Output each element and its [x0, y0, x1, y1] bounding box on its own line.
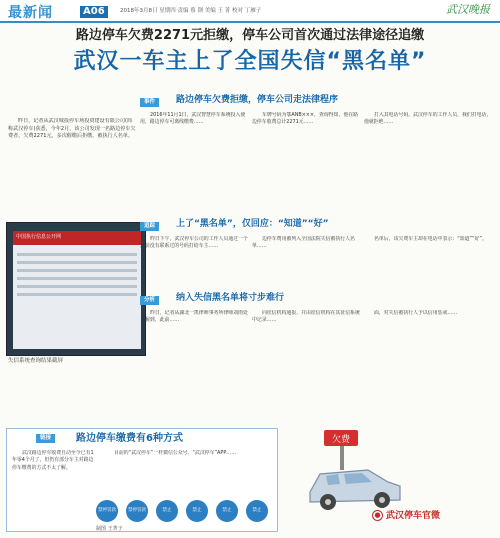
screenshot-photo	[6, 222, 146, 356]
photo-row	[17, 269, 137, 272]
section2-col2: 边停车费用被列入全国法院失信被执行人名单……	[252, 236, 355, 250]
car-illustration	[296, 424, 416, 524]
section2-tag: 追踪	[140, 222, 159, 231]
arrears-sign: 欠费	[331, 435, 351, 445]
payment-method-4: 禁止	[186, 500, 208, 522]
headline-subtitle: 路边停车欠费2271元拒缴，停车公司首次通过法律途径追缴	[75, 28, 425, 43]
payment-method-1: 禁停罚款	[96, 500, 118, 522]
watermark-text: 武汉停车官微	[386, 511, 441, 521]
box-title: 路边停车缴费有6种方式	[76, 433, 183, 444]
photo-screen	[13, 231, 141, 349]
section3-col1: 昨日，记者从湖北一凯律师事务所律师刘雨处了解到，此前……	[140, 310, 248, 324]
photo-header: 中国执行信息公开网	[13, 231, 141, 245]
section1-col1: 2016年11月1日，武汉智慧停车系统投入使用，路边停车可离线缴费……	[140, 112, 246, 126]
box-col2: 目前的“武汉停车”一杆微信公众号、“武汉停车”APP……	[114, 450, 237, 456]
section2-title: 上了“黑名单”，仅回应：“知道”“好”	[176, 219, 329, 229]
section1-col2: 车牌号码为鄂ANB×××，查询得知，他在路边停车收费总计2271元……	[252, 112, 359, 126]
payment-method-2: 禁停罚款	[126, 500, 148, 522]
masthead-meta: 2018年3月8日 星期四 责编 蔡 钢 美编 王 菁 校对 丁雁子	[120, 8, 262, 14]
headline-title: 武汉一车主上了全国失信“黑名单”	[73, 49, 427, 74]
section1-col3: 打入其电话号码。武汉停车的工作人员，我们打电话，他就拒绝……	[364, 112, 492, 126]
photo-row	[17, 277, 137, 280]
car-icon	[296, 424, 416, 524]
section3-tag: 分析	[140, 296, 159, 305]
section3-title: 纳入失信黑名单将寸步难行	[176, 293, 285, 303]
masthead	[0, 0, 500, 22]
illustration-credit: 制图 王菁子	[96, 526, 123, 532]
photo-row	[17, 253, 137, 256]
payment-method-3: 禁止	[156, 500, 178, 522]
payment-method-5: 禁止	[216, 500, 238, 522]
section3-col2: 向征信机构通报，并由征信机构在其征信系统中记录……	[252, 310, 360, 324]
photo-caption: 失信系统查询结果截屏	[8, 358, 64, 364]
brand-title: 最新闻	[8, 5, 53, 21]
photo-row	[17, 261, 137, 264]
section2-col3: 名单后，该欠费车主却在电话中表示：“知道”“好”。	[374, 236, 487, 242]
photo-row	[17, 285, 137, 288]
section1-title: 路边停车欠费拒缴，停车公司走法律程序	[176, 95, 339, 105]
box-col1: 武汉路边停车收费自动至今已有1年零4个月了，但仍有部分车主对路边停车缴费的方式不太了解。	[12, 450, 94, 471]
box-tag: 链接	[36, 434, 55, 443]
weibo-icon: ●	[372, 510, 383, 521]
section1-tag: 事件	[140, 98, 159, 107]
photo-row	[17, 293, 137, 296]
section3-col3: 面，对失信被执行人予以信用惩戒……	[374, 310, 458, 316]
payment-method-6: 禁止	[246, 500, 268, 522]
masthead-divider	[0, 21, 500, 23]
lead-paragraph: 昨日，记者从武汉城投停车场投资建设有限公司(简称武汉停车)获悉，今年2月，该公司发现一名路边停车欠费者，欠费2271元，多次催缴后拒缴，被执行人名单。	[8, 118, 136, 140]
page-code: A06	[80, 6, 108, 18]
section2-col1: 昨日下午，武汉停车公司的工作人员通过一个之前没有联系过的号码打给车主……	[140, 236, 248, 250]
payment-icons	[96, 500, 286, 524]
paper-name: 武汉晚报	[446, 3, 490, 16]
